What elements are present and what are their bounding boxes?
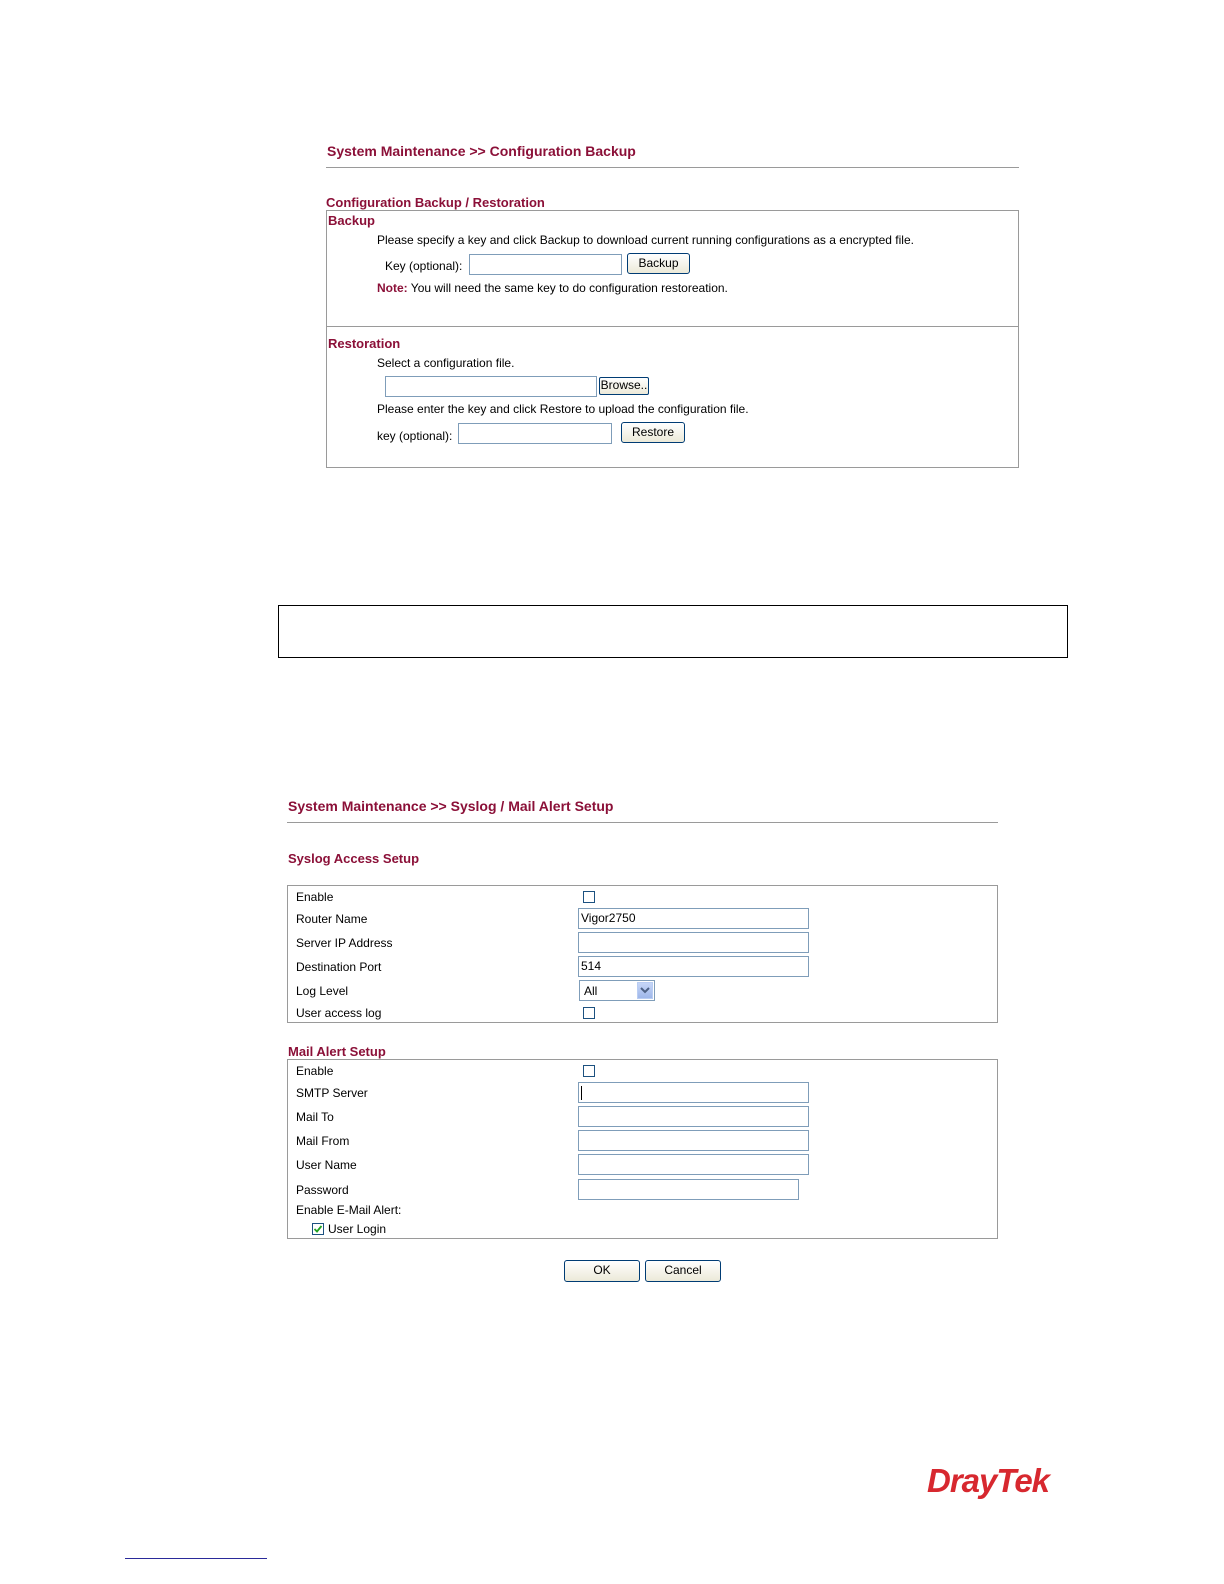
mail-to-input[interactable] bbox=[578, 1106, 809, 1127]
restore-button[interactable]: Restore bbox=[621, 422, 685, 443]
server-ip-input[interactable] bbox=[578, 932, 809, 953]
title-divider bbox=[326, 167, 1019, 168]
backup-restoration-divider bbox=[327, 326, 1018, 327]
user-login-checkbox[interactable] bbox=[312, 1223, 324, 1235]
text-cursor bbox=[581, 1086, 582, 1100]
smtp-server-input[interactable] bbox=[578, 1082, 809, 1103]
user-name-label: User Name bbox=[296, 1158, 357, 1172]
password-label: Password bbox=[296, 1183, 349, 1197]
mail-section-title: Mail Alert Setup bbox=[288, 1044, 386, 1059]
log-level-value: All bbox=[584, 984, 598, 998]
syslog-title-divider bbox=[287, 822, 998, 823]
backup-button[interactable]: Backup bbox=[627, 253, 690, 274]
mail-from-input[interactable] bbox=[578, 1130, 809, 1151]
user-login-label: User Login bbox=[328, 1222, 387, 1236]
syslog-enable-checkbox[interactable] bbox=[583, 891, 595, 903]
backup-key-input[interactable] bbox=[469, 254, 622, 275]
restoration-key-input[interactable] bbox=[458, 423, 612, 444]
dest-port-input[interactable]: 514 bbox=[578, 956, 809, 977]
note-label: Note: bbox=[377, 281, 408, 295]
checkmark-icon bbox=[313, 1224, 323, 1234]
smtp-server-label: SMTP Server bbox=[296, 1086, 368, 1100]
backup-page-title: System Maintenance >> Configuration Backup bbox=[327, 143, 636, 159]
footer-link-rule bbox=[125, 1558, 267, 1559]
restoration-heading: Restoration bbox=[328, 336, 401, 351]
backup-key-label: Key (optional): bbox=[385, 259, 463, 273]
note-text: You will need the same key to do configuration restoreation. bbox=[407, 281, 728, 295]
syslog-section-title: Syslog Access Setup bbox=[288, 851, 420, 866]
empty-note-box bbox=[278, 605, 1068, 658]
server-ip-label: Server IP Address bbox=[296, 936, 393, 950]
restoration-select-text: Select a configuration file. bbox=[377, 356, 515, 370]
mail-enable-checkbox[interactable] bbox=[583, 1065, 595, 1077]
syslog-page-title: System Maintenance >> Syslog / Mail Alert Setup bbox=[288, 798, 614, 814]
dropdown-arrow-button[interactable] bbox=[637, 982, 653, 999]
ok-button[interactable]: OK bbox=[564, 1260, 640, 1282]
log-level-label: Log Level bbox=[296, 984, 349, 998]
browse-button[interactable]: Browse.. bbox=[599, 377, 649, 395]
restoration-key-label: key (optional): bbox=[377, 429, 453, 443]
draytek-logo: DrayTek bbox=[927, 1462, 1050, 1499]
user-access-log-checkbox[interactable] bbox=[583, 1007, 595, 1019]
log-level-select[interactable] bbox=[579, 980, 655, 1001]
dest-port-label: Destination Port bbox=[296, 960, 382, 974]
mail-enable-label: Enable bbox=[296, 1064, 334, 1078]
router-name-input[interactable]: Vigor2750 bbox=[578, 908, 809, 929]
user-access-log-label: User access log bbox=[296, 1006, 382, 1020]
password-input[interactable] bbox=[578, 1179, 799, 1200]
syslog-enable-label: Enable bbox=[296, 890, 334, 904]
cancel-button[interactable]: Cancel bbox=[645, 1260, 721, 1282]
user-name-input[interactable] bbox=[578, 1154, 809, 1175]
router-name-label: Router Name bbox=[296, 912, 368, 926]
mail-to-label: Mail To bbox=[296, 1110, 334, 1124]
mail-from-label: Mail From bbox=[296, 1134, 350, 1148]
email-alert-label: Enable E-Mail Alert: bbox=[296, 1203, 402, 1217]
syslog-box bbox=[287, 885, 998, 1023]
backup-note bbox=[377, 281, 728, 295]
restoration-key-instruction: Please enter the key and click Restore to upload the configuration file. bbox=[377, 402, 749, 416]
backup-description: Please specify a key and click Backup to download current running configurations as a encrypted file. bbox=[377, 233, 914, 247]
chevron-down-icon bbox=[638, 983, 652, 998]
backup-heading: Backup bbox=[328, 213, 375, 228]
config-section-title: Configuration Backup / Restoration bbox=[326, 195, 545, 210]
restoration-file-input[interactable] bbox=[385, 376, 597, 397]
